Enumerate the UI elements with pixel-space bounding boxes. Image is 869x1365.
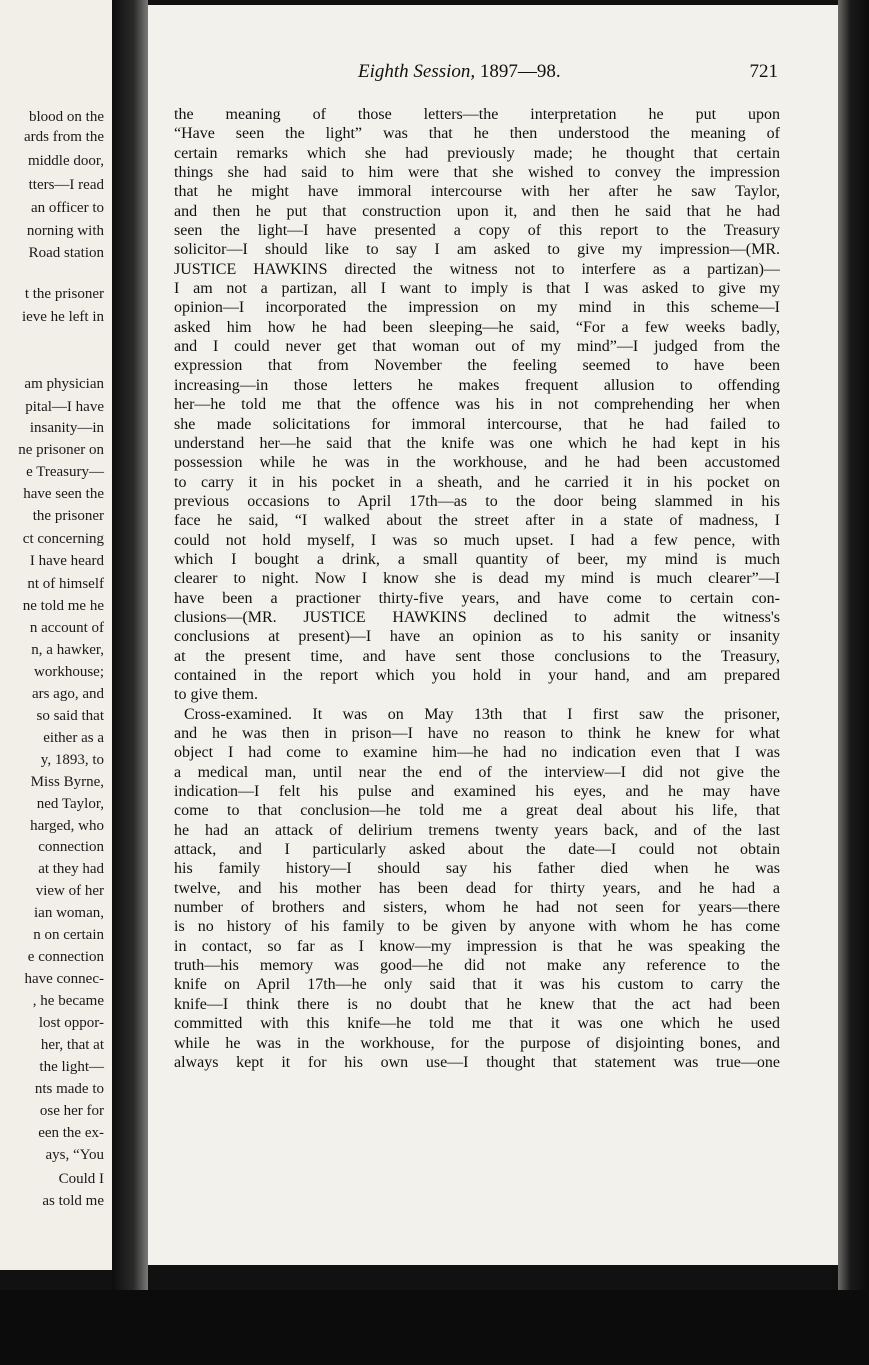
left-page-line: I have heard (29, 553, 104, 569)
left-page-line: middle door, (27, 153, 104, 169)
left-page-line: e connection (27, 949, 104, 965)
page-edge (838, 0, 869, 1300)
text-line: asked him how he had been sleeping—he said, “For a few weeks badly, (174, 318, 780, 336)
testimony-text (174, 105, 780, 1072)
text-line: he had an attack of delirium tremens twenty years back, and of the last (174, 821, 780, 839)
left-page-line: either as a (43, 730, 104, 746)
session-year: 1897—98. (479, 61, 561, 82)
text-line: a medical man, until near the end of the interview—I did not give the (174, 763, 780, 781)
text-line: certain remarks which she had previously made; he thought that certain (174, 144, 780, 162)
text-line: always kept it for his own use—I thought that statement was true—one (174, 1053, 780, 1071)
left-page-line: lost oppor- (38, 1015, 104, 1031)
session-label: Eighth Session, (358, 61, 476, 82)
text-line: JUSTICE HAWKINS directed the witness not to interfere as a partizan)— (174, 260, 780, 278)
left-page-line: am physician (24, 376, 104, 392)
left-page-line: view of her (35, 883, 104, 899)
left-page-line: , he became (32, 993, 104, 1009)
left-page-line: ian woman, (34, 905, 104, 921)
text-line: object I had come to examine him—he had no indication even that I was (174, 744, 780, 762)
text-line: she made solicitations for immoral intercourse, that he had failed to (174, 415, 780, 433)
text-line: committed with this knife—he told me that it was one which he used (174, 1015, 780, 1033)
text-line: at the present time, and have sent those conclusions to the Treasury, (174, 647, 780, 665)
text-line: indication—I felt his pulse and examined his eyes, and he may have (174, 783, 780, 801)
left-page-line: nt of himself (27, 576, 104, 592)
text-line: things she had said to him were that she wished to convey the impression (174, 164, 780, 182)
left-page-line: e Treasury— (26, 464, 104, 480)
text-line: twelve, and his mother has been dead for thirty years, and he had a (174, 879, 780, 897)
book-gutter (112, 0, 148, 1290)
left-page-line: ne prisoner on (18, 442, 104, 458)
text-line: and he was then in prison—I have no reason to think he knew for what (174, 725, 780, 742)
text-line: number of brothers and sisters, whom he had not seen for years—there (174, 899, 780, 917)
left-page-line: an officer to (30, 200, 104, 216)
left-page-line: pital—I have (25, 399, 104, 415)
left-page-line: tters—I read (28, 177, 104, 193)
text-line: attack, and I particularly asked about the date—I could not obtain (174, 841, 780, 859)
text-line: previous occasions to April 17th—as to the door being slammed in his (174, 492, 780, 510)
left-page-line: ays, “You (45, 1147, 104, 1163)
left-page-line: ards from the (24, 129, 104, 145)
left-page-line: so said that (36, 708, 104, 724)
text-line: “Have seen the light” was that he then understood the meaning of (174, 125, 780, 143)
text-line: come to that conclusion—he told me a great deal about his life, that (174, 802, 780, 820)
text-line: understand her—he said that the knife was one which he had kept in his (174, 434, 780, 452)
text-line: his family history—I should say his father died when he was (174, 860, 780, 878)
left-page-line: ne told me he (22, 598, 104, 614)
left-page-line: connection (38, 839, 104, 855)
left-page-line: workhouse; (34, 664, 104, 680)
text-line: that he might have immoral intercourse with her after he saw Taylor, (174, 183, 780, 201)
text-line: and I could never get that woman out of my mind”—I judged from the (174, 338, 780, 356)
running-header (148, 61, 778, 85)
text-line: seen the light—I have presented a copy of this report to the Treasury (174, 222, 780, 240)
left-page-line: nts made to (34, 1081, 104, 1097)
left-page-line: n account of (29, 620, 104, 636)
left-page-line: at they had (38, 861, 104, 877)
text-line: face he said, “I walked about the street after in a state of madness, I (174, 512, 780, 530)
text-line: could not hold myself, I was so much upset. I had a few pence, with (174, 531, 780, 549)
left-page-line: harged, who (30, 818, 104, 834)
text-line: is no history of his family to be given by anyone with whom he has come (174, 918, 780, 936)
text-line: while he was in the workhouse, for the purpose of disjointing bones, and (174, 1034, 780, 1052)
text-line: the meaning of those letters—the interpretation he put upon (174, 106, 780, 123)
left-page-line: the prisoner (32, 508, 104, 524)
left-page-line: blood on the (29, 109, 104, 125)
text-line: which I bought a drink, a small quantity of beer, my mind is much (174, 550, 780, 568)
scan-border (0, 1290, 869, 1365)
text-line: contained in the report which you hold in your hand, and am prepared (174, 666, 780, 684)
left-page-line: y, 1893, to (40, 752, 104, 768)
page-number: 721 (749, 61, 778, 82)
text-line: opinion—I incorporated the impression on my mind in this scheme—I (174, 299, 780, 317)
left-page-line: Road station (28, 245, 104, 261)
right-page (148, 5, 838, 1265)
left-page-line: n, a hawker, (31, 642, 104, 658)
text-line: clearer to night. Now I know she is dead my mind is much clearer”—I (174, 570, 780, 588)
text-line: knife—I think there is no doubt that he knew that the act had been (174, 995, 780, 1013)
text-line: increasing—in those letters he makes frequent allusion to offending (174, 376, 780, 394)
left-page-line: t the prisoner (24, 286, 104, 302)
text-line: in contact, so far as I know—my impression is that he was speaking the (174, 937, 780, 955)
text-line: Cross-examined. It was on May 13th that I first saw the prisoner, (184, 705, 780, 723)
text-line: to carry it in his pocket in a sheath, and he carried it in his pocket on (174, 473, 780, 491)
left-page-line: ieve he left in (21, 309, 104, 325)
left-page-line: ose her for (39, 1103, 104, 1119)
text-line: truth—his memory was good—he did not make any reference to the (174, 957, 780, 975)
left-page-line: een the ex- (38, 1125, 104, 1141)
text-line: conclusions at present)—I have an opinion as to his sanity or insanity (174, 628, 780, 646)
left-page-line: ars ago, and (31, 686, 104, 702)
left-page-line: have seen the (23, 486, 104, 502)
text-line: possession while he was in the workhouse, and he had been accustomed (174, 454, 780, 472)
text-line: clusions—(MR. JUSTICE HAWKINS declined to admit the witness's (174, 608, 780, 626)
left-page-line: have connec- (24, 971, 104, 987)
left-page-line: insanity—in (29, 420, 104, 436)
left-page-line: Could I (58, 1171, 104, 1187)
text-line: to give them. (174, 686, 258, 704)
text-line: and then he put that construction upon it, and then he said that he had (174, 202, 780, 220)
text-line: her—he told me that the offence was his in not comprehending her when (174, 396, 780, 414)
left-page-line: ct concerning (22, 531, 104, 547)
text-line: knife on April 17th—he only said that it was his custom to carry the (174, 976, 780, 994)
text-line: expression that from November the feeling seemed to have been (174, 357, 780, 375)
left-page-line: norning with (26, 223, 104, 239)
text-line: I am not a partizan, all I want to imply is that I was asked to give my (174, 280, 780, 298)
left-page-line: Miss Byrne, (30, 774, 104, 790)
left-page-line: her, that at (40, 1037, 104, 1053)
left-page-line: ned Taylor, (36, 796, 104, 812)
text-line: have been a practioner thirty-five years, and have come to certain con- (174, 589, 780, 607)
left-page-fragment (0, 0, 118, 1270)
left-page-line: n on certain (33, 927, 104, 943)
text-line: solicitor—I should like to say I am asked to give my impression—(MR. (174, 241, 780, 259)
left-page-line: the light— (39, 1059, 104, 1075)
left-page-line: as told me (42, 1193, 104, 1209)
session-title (358, 61, 561, 83)
